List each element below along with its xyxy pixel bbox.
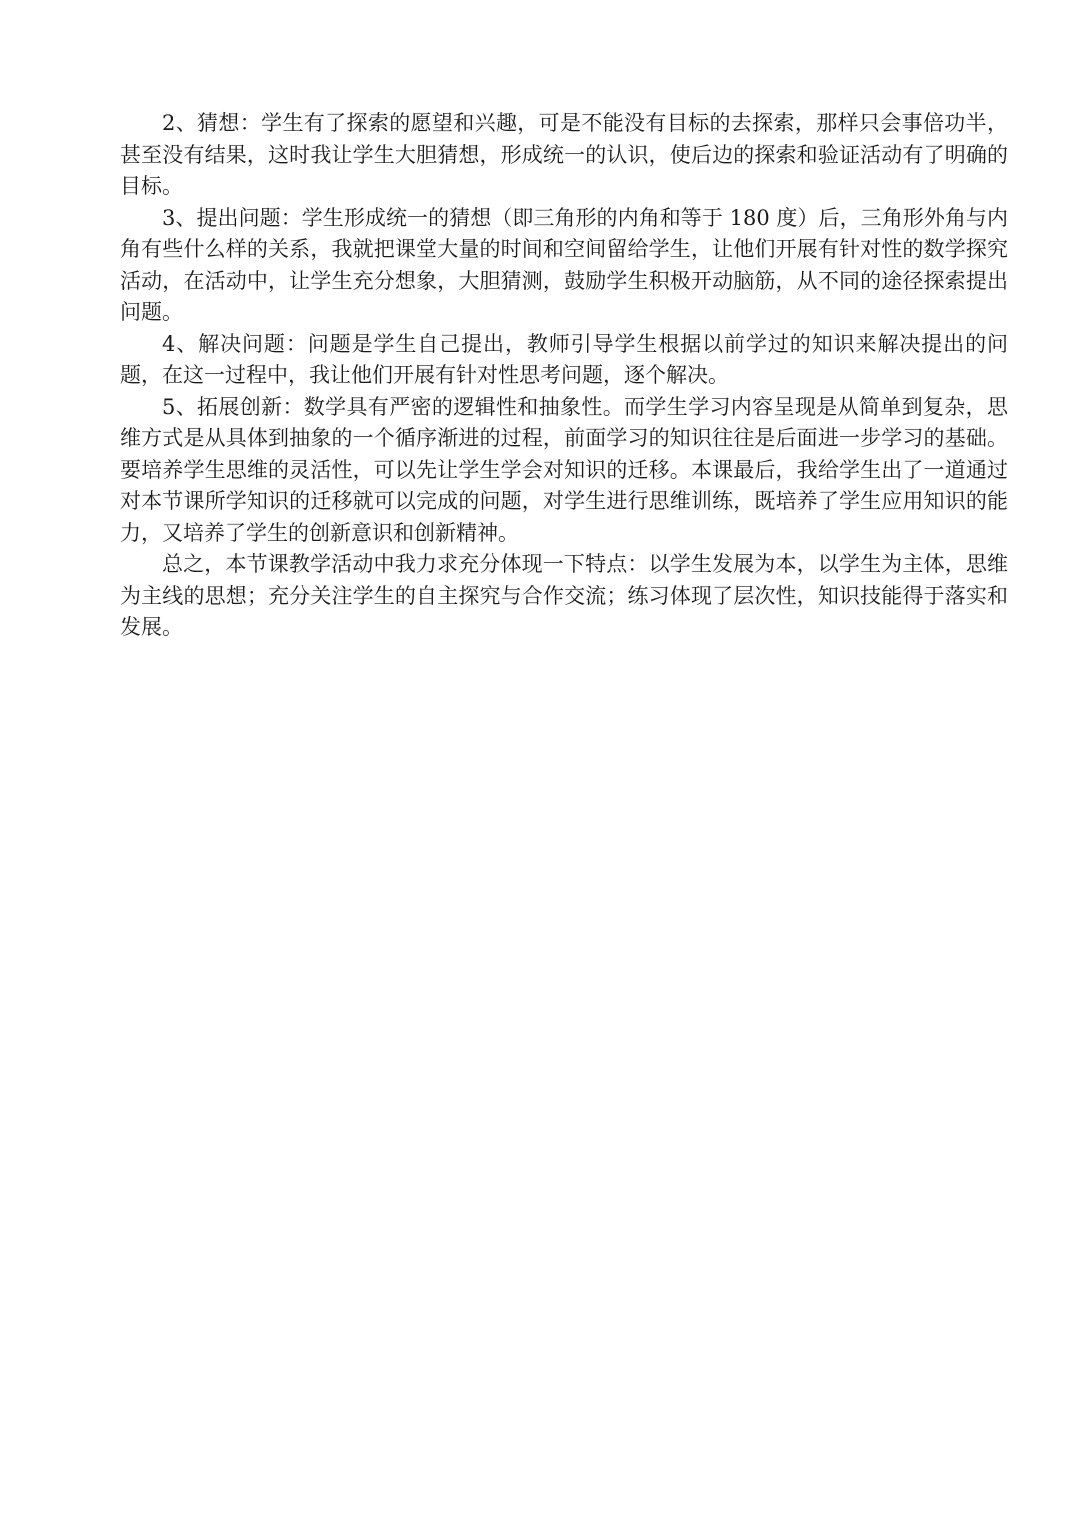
paragraph-summary: 总之，本节课教学活动中我力求充分体现一下特点：以学生发展为本，以学生为主体，思维为主线的思想；充分关注学生的自主探究与合作交流；练习体现了层次性，知识技能得于落实和发展。 xyxy=(120,552,1008,639)
paragraph-extension-innovation: 5、拓展创新：数学具有严密的逻辑性和抽象性。而学生学习内容呈现是从简单到复杂，思维方式是从具体到抽象的一个循序渐进的过程，前面学习的知识往往是后面进一步学习的基础。要培养学生思维的灵活性，可以先让学生学会对知识的迁移。本课最后，我给学生出了一道通过对本节课所学知识的迁移就可以完成的问题，对学生进行思维训练，既培养了学生应用知识的能力，又培养了学生的创新意识和创新精神。 xyxy=(120,394,1008,545)
paragraph-conjecture: 2、猜想：学生有了探索的愿望和兴趣，可是不能没有目标的去探索，那样只会事倍功半，甚至没有结果，这时我让学生大胆猜想，形成统一的认识，使后边的探索和验证活动有了明确的目标。 xyxy=(120,111,1008,198)
paragraph-solve-problems: 4、解决问题：问题是学生自己提出，教师引导学生根据以前学过的知识来解决提出的问题，在这一过程中，我让他们开展有针对性思考问题，逐个解决。 xyxy=(120,331,1008,387)
paragraph-raise-questions: 3、提出问题：学生形成统一的猜想（即三角形的内角和等于 180 度）后，三角形外角与内角有些什么样的关系，我就把课堂大量的时间和空间留给学生，让他们开展有针对性的数学探究活动，在活动中，让学生充分想象，大胆猜测，鼓励学生积极开动脑筋，从不同的途径探索提出问题。 xyxy=(120,205,1008,324)
document-body xyxy=(120,108,1008,644)
